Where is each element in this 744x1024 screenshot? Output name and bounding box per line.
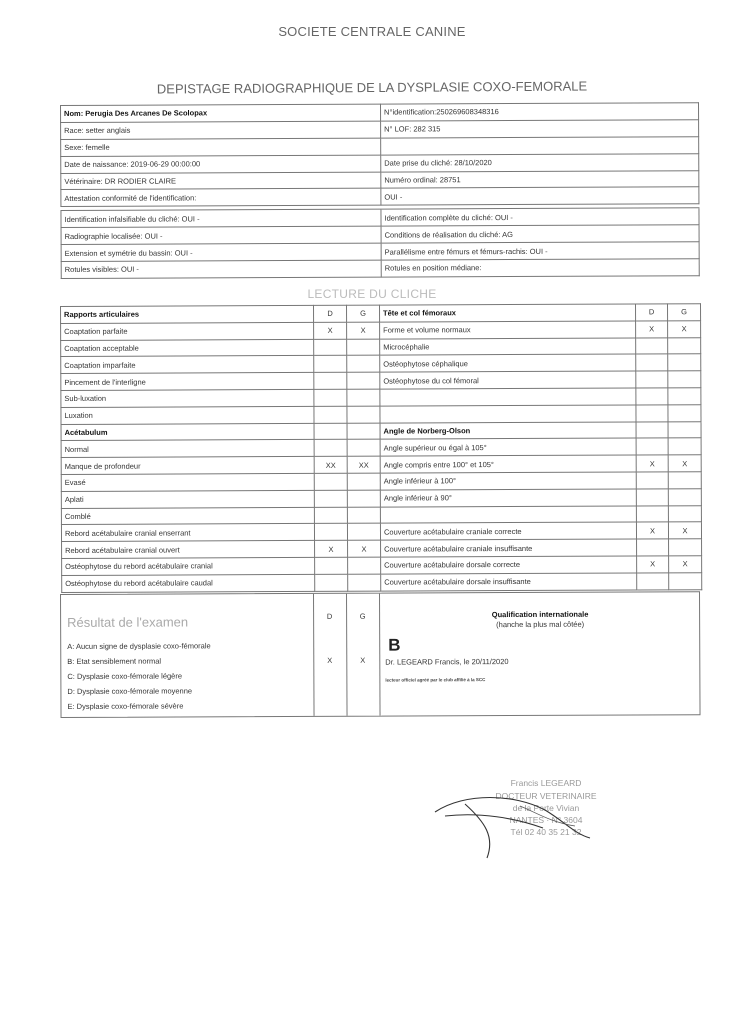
organization-name: SOCIETE CENTRALE CANINE: [278, 24, 466, 39]
reading-left-label: Ostéophytose du rebord acétabulaire cranial: [62, 557, 315, 575]
reading-left-d: [314, 490, 347, 507]
reading-left-g: [347, 423, 380, 440]
reading-left-g: [347, 523, 380, 540]
reading-right-label: Microcéphalie: [380, 338, 636, 356]
reading-left-g: [347, 490, 380, 507]
reading-left-label: Rebord acétabulaire cranial enserrant: [61, 524, 314, 542]
reader-note: lecteur officiel agréé par le club affilié à la SCC: [385, 677, 486, 683]
identification-field-right: Identification complète du cliché: OUI -: [381, 208, 699, 226]
reading-left-g: [347, 439, 380, 456]
identification-field-right: N° LOF: 282 315: [381, 120, 699, 138]
reading-right-label: Ostéophytose céphalique: [380, 354, 636, 372]
reading-right-label: Couverture acétabulaire craniale correcte: [380, 522, 636, 540]
reading-right-d: [636, 354, 668, 371]
reading-left-d: [314, 389, 347, 406]
identification-field-right: [381, 136, 699, 154]
reading-right-d: [637, 573, 669, 590]
reading-left-label: Aplati: [61, 490, 314, 508]
reading-right-d: [636, 421, 668, 438]
reading-left-label: Rapports articulaires: [61, 305, 314, 323]
reading-left-label: Normal: [61, 440, 314, 458]
reading-left-g: [347, 473, 380, 490]
reading-right-label: Angle de Norberg-Olson: [380, 422, 636, 440]
qualification-title: Qualification internationale: [491, 609, 589, 620]
reading-left-g: [347, 406, 380, 423]
identification-field-right: Rotules en position médiane:: [381, 259, 699, 277]
reading-right-d: [636, 405, 668, 422]
reading-right-label: Tête et col fémoraux: [379, 304, 635, 322]
identification-field-left: Attestation conformité de l'identification:: [61, 189, 381, 207]
reading-left-label: Coaptation imparfaite: [61, 356, 314, 374]
reading-left-d: XX: [314, 456, 347, 473]
reading-right-d: D: [635, 304, 667, 321]
reading-left-d: [314, 372, 347, 389]
reading-right-g: X: [668, 522, 701, 539]
document-title: DEPISTAGE RADIOGRAPHIQUE DE LA DYSPLASIE COXO-FEMORALE: [156, 78, 588, 97]
reading-section-title: LECTURE DU CLICHE: [307, 287, 437, 301]
qualification-grade: B: [388, 635, 401, 655]
reading-right-g: [668, 404, 701, 421]
reading-left-g: X: [348, 540, 381, 557]
reading-left-d: [314, 507, 347, 524]
reading-right-g: [668, 371, 701, 388]
identification-row: [61, 259, 699, 279]
reading-left-label: Manque de profondeur: [61, 457, 314, 475]
result-col-g: G: [359, 611, 366, 621]
reading-left-g: XX: [347, 456, 380, 473]
identification-field-left: Vétérinaire: DR RODIER CLAIRE: [61, 172, 381, 190]
reading-left-g: [348, 574, 381, 591]
reading-left-label: Acétabulum: [61, 423, 314, 441]
reading-right-label: [380, 405, 636, 423]
reading-right-g: [668, 505, 701, 522]
reading-left-d: [314, 423, 347, 440]
reading-right-g: [668, 472, 701, 489]
identification-table: [60, 102, 700, 279]
reading-left-g: [347, 372, 380, 389]
reading-right-g: [668, 488, 701, 505]
identification-field-right: Date prise du cliché: 28/10/2020: [381, 153, 699, 171]
reading-right-g: [669, 539, 702, 556]
reading-right-g: [668, 421, 701, 438]
reading-left-d: [315, 557, 348, 574]
stamp-line: Tél 02 40 35 21 32: [510, 827, 582, 837]
reading-left-d: [314, 356, 347, 373]
reading-left-label: Luxation: [61, 406, 314, 424]
identification-field-left: Nom: Perugia Des Arcanes De Scolopax: [61, 104, 381, 122]
stamp-line: de la Porte Vivian: [512, 803, 580, 813]
stamp-line: DOCTEUR VETERINAIRE: [495, 791, 597, 801]
result-item-c: C: Dysplasie coxo-fémorale légère: [67, 671, 183, 681]
result-item-d: D: Dysplasie coxo-fémorale moyenne: [67, 686, 193, 696]
identification-field-right: N°identification:250269608348316: [380, 103, 698, 121]
reading-left-label: Coaptation parfaite: [61, 322, 314, 340]
reading-right-d: [636, 388, 668, 405]
qualification-subtitle: (hanche la plus mal côtée): [496, 619, 585, 630]
reading-right-g: [668, 438, 701, 455]
reading-right-d: [636, 337, 668, 354]
reading-right-label: Couverture acétabulaire craniale insuffisante: [381, 539, 637, 557]
identification-field-right: Parallélisme entre fémurs et fémurs-rachis: OUI -: [381, 242, 699, 260]
reading-right-label: Couverture acétabulaire dorsale insuffisante: [381, 573, 637, 591]
reading-left-label: Pincement de l'interligne: [61, 373, 314, 391]
reading-right-d: [636, 371, 668, 388]
reading-right-d: X: [636, 455, 668, 472]
reading-left-d: [315, 574, 348, 591]
identification-field-left: Race: setter anglais: [61, 121, 381, 139]
reading-right-label: Angle inférieur à 100°: [380, 472, 636, 490]
reading-right-g: X: [668, 321, 701, 338]
reading-left-label: Ostéophytose du rebord acétabulaire caudal: [62, 574, 315, 592]
reading-left-g: X: [347, 322, 380, 339]
identification-field-right: Conditions de réalisation du cliché: AG: [381, 225, 699, 243]
reading-left-label: Rebord acétabulaire cranial ouvert: [62, 541, 315, 559]
reading-right-label: Ostéophytose du col fémoral: [380, 371, 636, 389]
reading-right-d: [636, 438, 668, 455]
reading-row: [62, 572, 702, 592]
reading-left-g: [347, 389, 380, 406]
result-mark-d: X: [327, 655, 333, 665]
reading-left-label: Comblé: [61, 507, 314, 525]
signed-by: Dr. LEGEARD Francis, le 20/11/2020: [385, 657, 509, 667]
reading-left-d: [314, 440, 347, 457]
result-item-a: A: Aucun signe de dysplasie coxo-fémorale: [67, 641, 211, 651]
identification-field-left: Extension et symétrie du bassin: OUI -: [61, 243, 381, 261]
reading-right-label: Forme et volume normaux: [380, 321, 636, 339]
reading-right-g: [668, 337, 701, 354]
reading-left-d: [314, 339, 347, 356]
identification-field-right: Numéro ordinal: 28751: [381, 170, 699, 188]
stamp-line: NANTES · N° 3604: [509, 815, 583, 825]
reading-right-d: [636, 489, 668, 506]
identification-field-left: Radiographie localisée: OUI -: [61, 226, 381, 244]
reading-left-label: Evasé: [61, 473, 314, 491]
reading-left-d: X: [314, 322, 347, 339]
reading-right-label: Angle supérieur ou égal à 105°: [380, 438, 636, 456]
stamp-line: Francis LEGEARD: [510, 778, 582, 788]
reading-left-g: [347, 355, 380, 372]
reading-right-d: [636, 505, 668, 522]
reading-left-g: [347, 339, 380, 356]
reading-right-g: [668, 388, 701, 405]
reading-right-d: X: [636, 522, 668, 539]
reading-right-d: [637, 539, 669, 556]
reading-left-g: [347, 507, 380, 524]
reading-left-d: [314, 473, 347, 490]
signature: [425, 782, 605, 862]
reading-right-label: Angle inférieur à 90°: [380, 489, 636, 507]
reading-right-g: [668, 354, 701, 371]
reading-left-g: [348, 557, 381, 574]
result-col-d: D: [326, 611, 333, 621]
reading-table: [60, 303, 702, 592]
reading-left-d: [314, 524, 347, 541]
reading-left-label: Coaptation acceptable: [61, 339, 314, 357]
reading-right-label: [380, 388, 636, 406]
result-item-b: B: Etat sensiblement normal: [67, 656, 162, 666]
reading-right-d: [636, 472, 668, 489]
reading-left-g: G: [346, 305, 379, 322]
reading-left-d: X: [315, 540, 348, 557]
reading-right-label: Angle compris entre 100° et 105°: [380, 455, 636, 473]
identification-field-left: Rotules visibles: OUI -: [61, 260, 381, 278]
result-item-e: E: Dysplasie coxo-fémorale sévère: [67, 701, 184, 711]
reading-right-label: Couverture acétabulaire dorsale correcte: [381, 556, 637, 574]
reading-right-g: X: [668, 455, 701, 472]
reading-right-g: [669, 572, 702, 589]
identification-field-left: Identification infalsifiable du cliché: OUI -: [61, 209, 381, 227]
reading-right-d: X: [636, 321, 668, 338]
reading-right-g: X: [669, 556, 702, 573]
result-title: Résultat de l'examen: [67, 614, 189, 630]
identification-field-left: Date de naissance: 2019-06-29 00:00:00: [61, 155, 381, 173]
result-mark-g: X: [360, 655, 366, 665]
reading-left-label: Sub-luxation: [61, 389, 314, 407]
reading-left-d: [314, 406, 347, 423]
identification-field-left: Sexe: femelle: [61, 138, 381, 156]
result-box: [60, 591, 701, 718]
reading-right-label: [380, 506, 636, 524]
reading-right-g: G: [667, 304, 700, 321]
reading-right-d: X: [637, 556, 669, 573]
reading-left-d: D: [313, 305, 346, 322]
identification-field-right: OUI -: [381, 187, 699, 205]
